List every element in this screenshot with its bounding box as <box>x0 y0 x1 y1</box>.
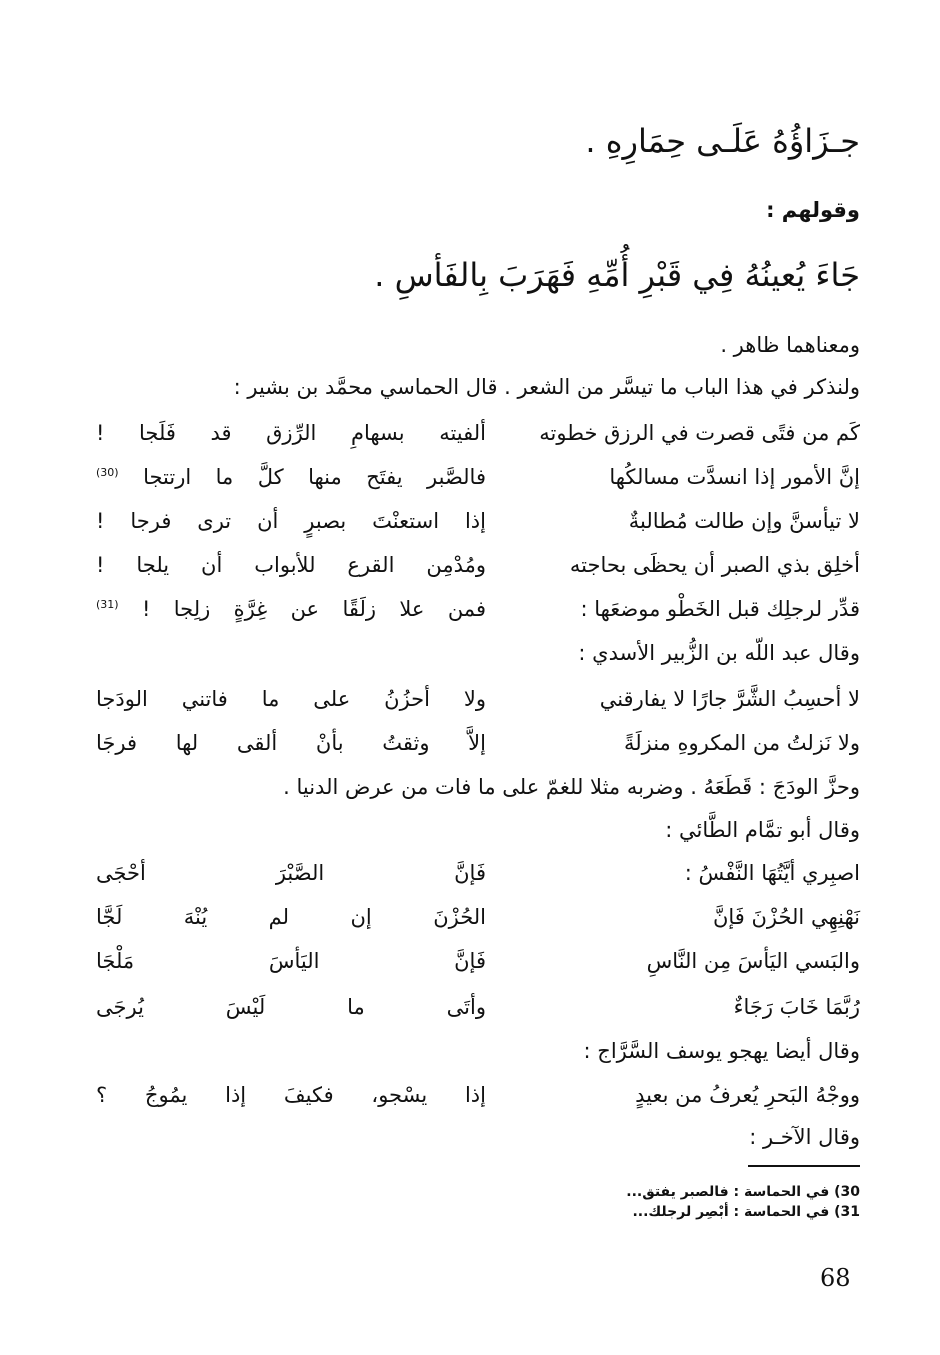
verse-second-hemistich: ومُدْمِن القرع للأبواب أن يلجا ! <box>96 553 486 577</box>
verse-second-hemistich: إلاَّ وثقتُ بأنْ ألقى لها فرجَا <box>96 731 486 755</box>
footnote-ref: (30) <box>96 466 119 479</box>
heading-proverb-1: جـزَاؤُهُ عَلَـى حِمَارِهِ . <box>585 122 860 160</box>
verse-second-hemistich: إذا استعنْتَ بصبرٍ أن ترى فرجا ! <box>96 509 486 533</box>
verse-first-hemistich: لا أحسِبُ الشَّرَّ جارًا لا يفارقني <box>599 687 860 711</box>
verse-second-hemistich: وأتَى ما لَيْسَ يُرجَى <box>96 995 486 1019</box>
heading-proverb-2: جَاءَ يُعينُهُ فِي قَبْرِ أُمِّهِ فَهَرَبَ بِالفَأسِ . <box>374 256 860 294</box>
verse-first-hemistich: قدِّر لرجلِك قبل الخَطْو موضعَها : <box>580 597 860 621</box>
verse-second-hemistich: ألفيته بسهامِ الرِّزق قد فَلَجا ! <box>96 421 486 445</box>
intro-text-2: ولنذكر في هذا الباب ما تيسَّر من الشعر . قال الحماسي محمَّد بن بشير : <box>233 375 860 399</box>
verse-first-hemistich: ولا نَزلتُ من المكروهِ منزلَةً <box>623 731 860 755</box>
verse-first-hemistich: أخلِق بذي الصبر أن يحظَى بحاجته <box>569 553 860 577</box>
intro-text-6: وقال الآخـر : <box>749 1125 860 1149</box>
footnote-ref: (31) <box>96 598 119 611</box>
verse-first-hemistich: رُبَّمَا خَابَ رَجَاءٌ <box>733 995 860 1019</box>
verse-second-hemistich: ولا أحزُنُ على ما فاتني الودَجا <box>96 687 486 711</box>
verse-second-hemistich: فَإنَّ الصَّبْرَ أحْجَى <box>96 861 486 885</box>
intro-text-4: وقال أبو تمَّام الطَّائي : <box>665 818 860 842</box>
page-number: 68 <box>820 1264 851 1292</box>
verse-first-hemistich: والبَسي اليَأسَ مِن النَّاسِ <box>646 949 860 973</box>
footnote-30: 30) في الحماسة : فالصبر يفتق... <box>626 1184 860 1200</box>
intro-text-3: وقال عبد اللّه بن الزُّبير الأسدي : <box>578 641 860 665</box>
verse-first-hemistich: اصبِري أيَّتُهَا النَّفْسُ : <box>684 861 860 885</box>
verse-first-hemistich: نَهْنِهِي الحُزْنَ فَإنَّ <box>712 905 860 929</box>
intro-text-5: وقال أيضا يهجو يوسف السَّرَّاج : <box>583 1039 860 1063</box>
verse-second-hemistich: إذا يسْجو، فكيفَ إذا يمُوجُ ؟ <box>96 1083 486 1107</box>
verse-first-hemistich: ووجْهُ البَحرِ يُعرفُ من بعيدٍ <box>635 1083 860 1107</box>
verse-first-hemistich: كَم من فتًى قصرت في الرزق خطوته <box>539 421 860 445</box>
explanation-text: وحزَّ الودَجَ : قَطَعَهُ . وضربه مثلا للغمّ على ما فات من عرض الدنيا . <box>283 775 860 799</box>
verse-second-hemistich: فَإنَّ اليَأسَ مَلْجَا <box>96 949 486 973</box>
verse-second-hemistich: فمن علا زلَقًا عن غِرَّةٍ زلِجا ! $^{(31)}$ <box>96 597 486 621</box>
verse-first-hemistich: إنَّ الأمور إذا انسدَّت مسالكُها <box>609 465 860 489</box>
footnote-separator <box>748 1165 860 1167</box>
footnote-31: 31) في الحماسة : أبْصِر لرجلك... <box>632 1204 860 1220</box>
verse-second-hemistich: فالصَّبر يفتَح منها كلَّ ما ارتتجا $^{(30)}$ <box>96 465 486 489</box>
meaning-text: ومعناهما ظاهر . <box>720 333 860 357</box>
verse-first-hemistich: لا تيأسنَّ وإن طالت مُطالبةٌ <box>628 509 860 533</box>
intro-text-1: وقولهم : <box>766 198 860 222</box>
verse-second-hemistich: الحُزْنَ إن لم يُنْهَ لَجَّا <box>96 905 486 929</box>
